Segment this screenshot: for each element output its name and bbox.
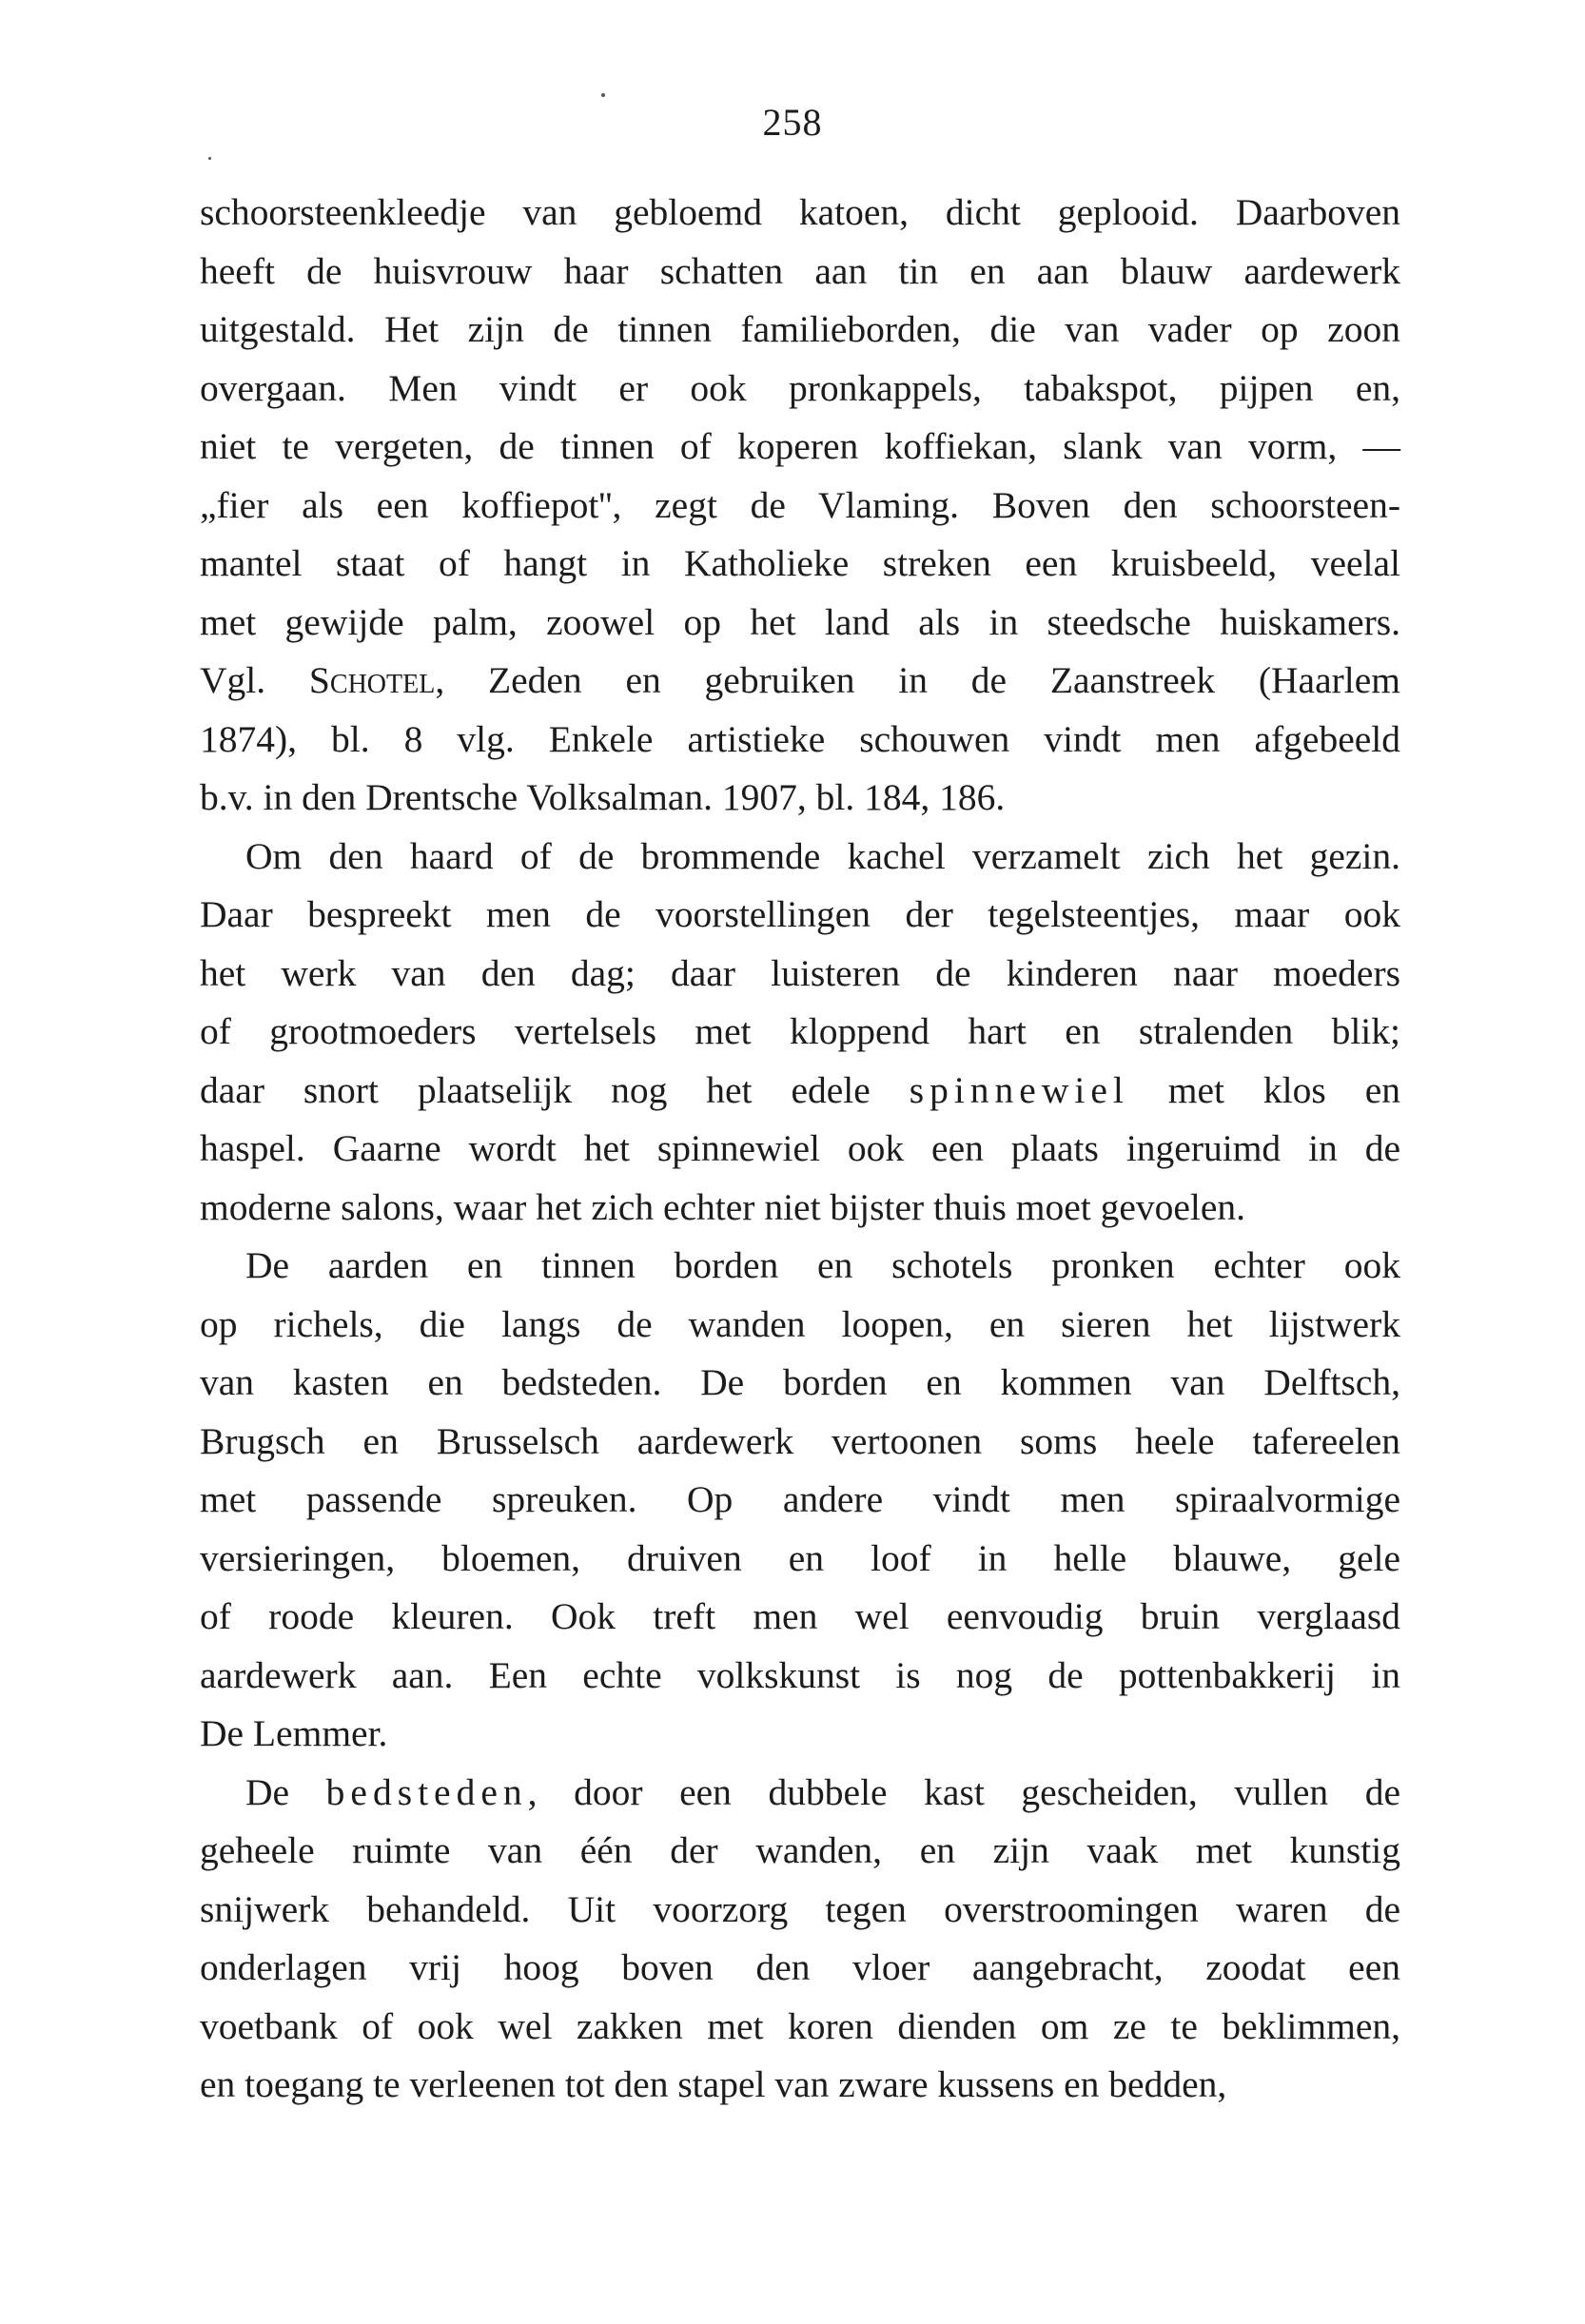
- text-line: overgaan. Men vindt er ook pronkappels, tabakspot, pijpen en,: [200, 366, 1400, 409]
- text-line: uitgestald. Het zijn de tinnen familieborden, die van vader op zoon: [200, 308, 1400, 350]
- paragraph: [200, 184, 1400, 828]
- text-line: of grootmoeders vertelsels met kloppend hart en stralenden blik;: [200, 1010, 1400, 1052]
- text-line: De aarden en tinnen borden en schotels pronken echter ook: [245, 1244, 1400, 1286]
- text-line: geheele ruimte van één der wanden, en zijn vaak met kunstig: [200, 1829, 1400, 1871]
- text-line: voetbank of ook wel zakken met koren dienden om ze te beklimmen,: [200, 2004, 1400, 2047]
- ink-speck: [208, 157, 211, 160]
- text-line: van kasten en bedsteden. De borden en kommen van Delftsch,: [200, 1361, 1400, 1403]
- text-line: Brugsch en Brusselsch aardewerk vertoonen soms heele tafereelen: [200, 1419, 1400, 1462]
- text-line: met gewijde palm, zoowel op het land als in steedsche huiskamers.: [200, 600, 1400, 643]
- text-line: moderne salons, waar het zich echter niet bijster thuis moet gevoelen.: [200, 1185, 1246, 1228]
- text-line: Om den haard of de brommende kachel verzamelt zich het gezin.: [245, 834, 1400, 877]
- text-line: schoorsteenkleedje van gebloemd katoen, dicht geplooid. Daarboven: [200, 191, 1400, 233]
- text-line: niet te vergeten, de tinnen of koperen koffiekan, slank van vorm, —: [200, 425, 1400, 467]
- text-line: mantel staat of hangt in Katholieke streken een kruisbeeld, veelal: [200, 542, 1400, 584]
- text-line: heeft de huisvrouw haar schatten aan tin en aan blauw aardewerk: [200, 249, 1400, 292]
- text-line: De Lemmer.: [200, 1712, 388, 1754]
- text-line: onderlagen vrij hoog boven den vloer aangebracht, zoodat een: [200, 1946, 1400, 1988]
- paragraph: [200, 828, 1400, 1238]
- paragraph: [200, 1237, 1400, 1764]
- ink-speck: [601, 93, 605, 97]
- text-line: op richels, die langs de wanden loopen, en sieren het lijstwerk: [200, 1302, 1400, 1345]
- text-line: daar snort plaatselijk nog het edele spinnewiel met klos en: [200, 1068, 1400, 1111]
- text-line: De bedsteden, door een dubbele kast gescheiden, vullen de: [245, 1770, 1400, 1813]
- page-number: 258: [762, 101, 823, 144]
- body-text: [200, 184, 1400, 2115]
- text-line: aardewerk aan. Een echte volkskunst is nog de pottenbakkerij in: [200, 1653, 1400, 1696]
- text-line: snijwerk behandeld. Uit voorzorg tegen overstroomingen waren de: [200, 1887, 1400, 1930]
- text-line: met passende spreuken. Op andere vindt men spiraalvormige: [200, 1478, 1400, 1520]
- text-line: b.v. in den Drentsche Volksalman. 1907, bl. 184, 186.: [200, 776, 1006, 818]
- text-line: of roode kleuren. Ook treft men wel eenvoudig bruin verglaasd: [200, 1595, 1400, 1637]
- text-line: 1874), bl. 8 vlg. Enkele artistieke schouwen vindt men afgebeeld: [200, 717, 1400, 760]
- text-line: versieringen, bloemen, druiven en loof in helle blauwe, gele: [200, 1536, 1400, 1579]
- text-line: en toegang te verleenen tot den stapel van zware kussens en bedden,: [200, 2063, 1227, 2105]
- text-line: „fier als een koffiepot'', zegt de Vlaming. Boven den schoorsteen-: [200, 483, 1400, 526]
- text-line: Vgl. Schotel, Zeden en gebruiken in de Zaanstreek (Haarlem: [200, 659, 1401, 701]
- text-line: het werk van den dag; daar luisteren de kinderen naar moeders: [200, 951, 1400, 994]
- paragraph: [200, 1764, 1400, 2115]
- text-line: Daar bespreekt men de voorstellingen der tegelsteentjes, maar ook: [200, 893, 1400, 935]
- text-line: haspel. Gaarne wordt het spinnewiel ook een plaats ingeruimd in de: [200, 1127, 1400, 1169]
